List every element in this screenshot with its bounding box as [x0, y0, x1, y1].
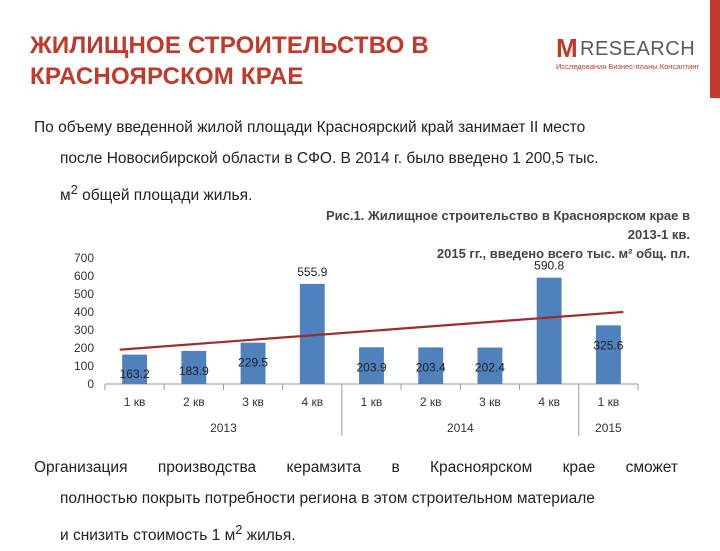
y-tick-label: 300 [73, 323, 94, 337]
x-category-label: 2 кв [183, 395, 205, 409]
conclusion-line-3-text: и снизить стоимость 1 м [60, 527, 236, 545]
y-tick-label: 700 [73, 251, 94, 265]
data-label: 229.5 [238, 355, 269, 370]
x-category-label: 3 кв [479, 395, 501, 409]
housing-bar-chart [50, 248, 650, 444]
conclusion-line-3-tail: жилья. [242, 527, 296, 545]
x-category-label: 4 кв [538, 395, 560, 409]
x-category-label: 1 кв [360, 395, 383, 409]
data-label: 555.9 [297, 264, 328, 279]
y-tick-label: 100 [73, 359, 94, 373]
x-category-label: 2 кв [419, 395, 442, 409]
conclusion-line-3 [34, 514, 678, 551]
y-tick-label: 400 [73, 305, 94, 319]
chart-caption-line-1: Рис.1. Жилищное строительство в Красноярском крае в 2013-1 кв. [326, 208, 690, 242]
intro-paragraph [34, 112, 684, 211]
x-category-label: 1 кв [123, 395, 146, 409]
data-label: 203.4 [415, 360, 446, 375]
conclusion-paragraph [34, 452, 678, 551]
intro-line-1: По объему введенной жилой площади Красноярский край занимает II место [34, 119, 586, 136]
y-tick-label: 0 [87, 377, 94, 391]
intro-unit-exponent: 2 [70, 182, 78, 197]
data-label: 325.6 [593, 338, 624, 353]
logo-mark: M [556, 33, 578, 63]
y-tick-label: 200 [73, 341, 94, 355]
x-group-label: 2014 [446, 421, 474, 435]
data-label: 590.8 [534, 258, 565, 273]
bar [596, 325, 621, 384]
logo-wordmark: RESEARCH [580, 38, 696, 60]
data-label: 163.2 [119, 367, 150, 381]
conclusion-line-1: Организация производства керамзита в Красноярском крае сможет [34, 459, 678, 476]
x-group-label: 2015 [595, 421, 622, 435]
slide-title [30, 30, 530, 92]
x-category-label: 1 кв [597, 395, 620, 409]
x-group-label: 2013 [210, 421, 237, 435]
x-category-label: 3 кв [242, 395, 264, 409]
data-label: 183.9 [178, 363, 209, 378]
slide-title-line-1: ЖИЛИЩНОЕ СТРОИТЕЛЬСТВО В [30, 32, 429, 59]
intro-line-3-text: общей площади жилья. [77, 187, 253, 205]
intro-line-2: после Новосибирской области в СФО. В 2014 г. было введено 1 200,5 тыс. [60, 150, 599, 167]
y-tick-label: 600 [73, 269, 94, 283]
data-label: 203.9 [356, 360, 387, 375]
bar [537, 278, 562, 384]
slide-title-line-2: КРАСНОЯРСКОМ КРАЕ [30, 63, 304, 90]
company-logo [556, 33, 700, 74]
y-tick-label: 500 [73, 287, 94, 301]
x-category-label: 4 кв [301, 395, 324, 409]
conclusion-line-2: полностью покрыть потребности региона в этом строительном материале [60, 490, 595, 507]
logo-tagline: Исследования Бизнес-планы Консалтинг [556, 62, 700, 71]
intro-unit: м [60, 187, 71, 205]
chart-caption-line-2: 2015 гг., введено всего тыс. м² общ. пл. [436, 246, 690, 261]
data-label: 202.4 [474, 360, 505, 375]
accent-bar [710, 0, 720, 98]
conclusion-unit-exponent: 2 [235, 522, 243, 537]
